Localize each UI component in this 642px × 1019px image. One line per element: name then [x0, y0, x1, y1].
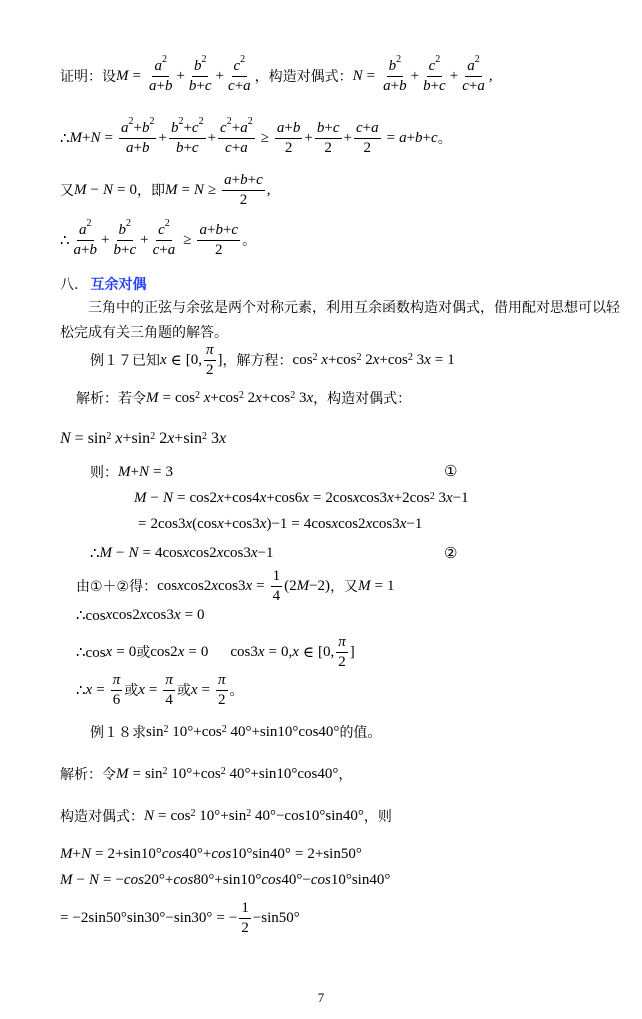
dual-label: 构造对偶式：	[60, 809, 144, 825]
sum-result: M + N = 2+sin10° cos 40°+ cos 10°sin40° = 2+sin50°	[60, 846, 362, 862]
diff-simplified: = −2sin50°sin30°−sin30° = − $\frac{1}{2}$ −sin50°	[60, 900, 300, 936]
solution-1: 解析：若令 M = cos $^2$ x +cos $^2$ 2 x +cos $^2$ 3 x ，构造对偶式：	[76, 389, 412, 407]
proof-prefix: 证明：设	[60, 69, 116, 85]
page-number: 7	[317, 990, 325, 1005]
line-4-end: 。	[242, 233, 257, 249]
proof-line-4: ∴ $\frac{a^2}{a+b}$ + $\frac{b^2}{b+c}$ + $\frac{c^2}{c+a}$ ≥ $\frac{a+b+c}{2}$ 。	[60, 218, 257, 258]
example-18-end: 的值。	[339, 725, 382, 741]
n-definition: N = sin $^2$ x +sin $^2$ 2 x +sin $^2$ 3 x	[60, 430, 227, 447]
from-label: 由①＋②得：	[76, 579, 158, 595]
m-minus-n-1: M − N = cos2 x +cos4 x +cos6 x = 2cos x cos3 x +2cos $^2$ 3 x −1	[134, 490, 469, 506]
example-17-mid: ，解方程：	[222, 353, 293, 369]
diff-result: M − N = − cos 20°+ cos 80°+sin10° cos 40°− cos 10°sin40°	[60, 872, 391, 888]
m-minus-n-2: = 2cos3 x (cos x +cos3 x )−1 = 4cos x cos2 x cos3 x −1	[138, 516, 423, 532]
line-3-prefix: 又	[60, 183, 74, 199]
proof-line-3: 又 M − N = 0 ，即 M = N ≥ $\frac{a+b+c}{2}$ ,	[60, 172, 271, 208]
or-3: 或	[176, 683, 191, 699]
solution-1-end: ，构造对偶式：	[313, 391, 412, 407]
cases: ∴cos x = 0 或 cos2 x = 0 cos3x = 0, x ∈ [0, $\frac{\pi}{2}$ ]	[76, 634, 355, 670]
proof-line-2: ∴ M + N = $\frac{a^2+b^2}{a+b}$ + $\frac{b^2+c^2}{b+c}$ + $\frac{c^2+a^2}{c+a}$ ≥ $\frac{a+b}{2}$ + $\frac{b+c}{2}$ + $\frac{c+a}{2}$ = a + b + c 。	[60, 116, 452, 156]
solution-2: 解析：令 M = sin $^2$ 10°+cos $^2$ 40°+sin10°cos40° ，	[60, 765, 353, 783]
from-mid: ，又	[330, 579, 359, 595]
therefore-symbol: ∴	[60, 130, 70, 147]
dual-end: ，则	[363, 809, 392, 825]
product-zero: ∴cos x cos2 x cos3 x = 0	[76, 607, 205, 624]
example-18: 例１８求 sin $^2$ 10°+cos $^2$ 40°+sin10°cos40° 的值。	[90, 723, 382, 741]
solution-2-end: ，	[338, 767, 353, 783]
therefore-symbol: ∴	[60, 232, 70, 249]
or-2: 或	[124, 683, 139, 699]
solutions: ∴ x = $\frac{\pi}{6}$ 或 x = $\frac{\pi}{4}$ 或 x = $\frac{\pi}{2}$ 。	[76, 672, 244, 708]
proof-mid: ，构造对偶式：	[254, 69, 353, 85]
m-minus-n-result: ∴ M − N = 4cos x cos2 x cos3 x −1	[90, 545, 274, 562]
then-label: 则：	[90, 465, 118, 481]
section-number: 八.	[60, 277, 79, 293]
proof-line-1: 证明：设 M = $\frac{a^2}{a+b}$ + $\frac{b^2}{b+c}$ + $\frac{c^2}{c+a}$ ，构造对偶式： N = $\frac{b^2}{a+b}$ + $\frac{c^2}{b+c}$ + $\frac{a^2}{c+a}$ ,	[60, 54, 493, 94]
example-17-label: 例１７已知	[90, 353, 160, 369]
line-2-end: 。	[437, 131, 452, 147]
dual-construct: 构造对偶式： N = cos $^2$ 10°+sin $^2$ 40°−cos10°sin40° ，则	[60, 807, 392, 825]
m-plus-n: 则： M + N = 3	[90, 463, 173, 481]
example-18-label: 例１８求	[90, 725, 146, 741]
section-title: 互余对偶	[90, 277, 147, 293]
section-heading	[60, 274, 146, 294]
example-17: 例１７已知 x ∈ [0, $\frac{\pi}{2}$ ] ，解方程： cos $^2$ x +cos $^2$ 2 x +cos $^2$ 3 x = 1	[90, 342, 455, 378]
solution-1-label: 解析：若令	[76, 391, 146, 407]
or-1: 或	[136, 645, 151, 661]
from-combined: 由①＋②得： cos x cos2 x cos3 x = $\frac{1}{4}$ (2 M −2) ，又 M = 1	[76, 568, 395, 604]
intro-paragraph: 三角中的正弦与余弦是两个对称元素，利用互余函数构造对偶式，借用配对思想可以轻松完成有关三角题的解答。	[60, 300, 620, 341]
solution-2-label: 解析：令	[60, 767, 116, 783]
circle-1: ①	[444, 464, 458, 480]
line-3-mid: ，即	[136, 183, 165, 199]
circle-2: ②	[444, 546, 458, 562]
